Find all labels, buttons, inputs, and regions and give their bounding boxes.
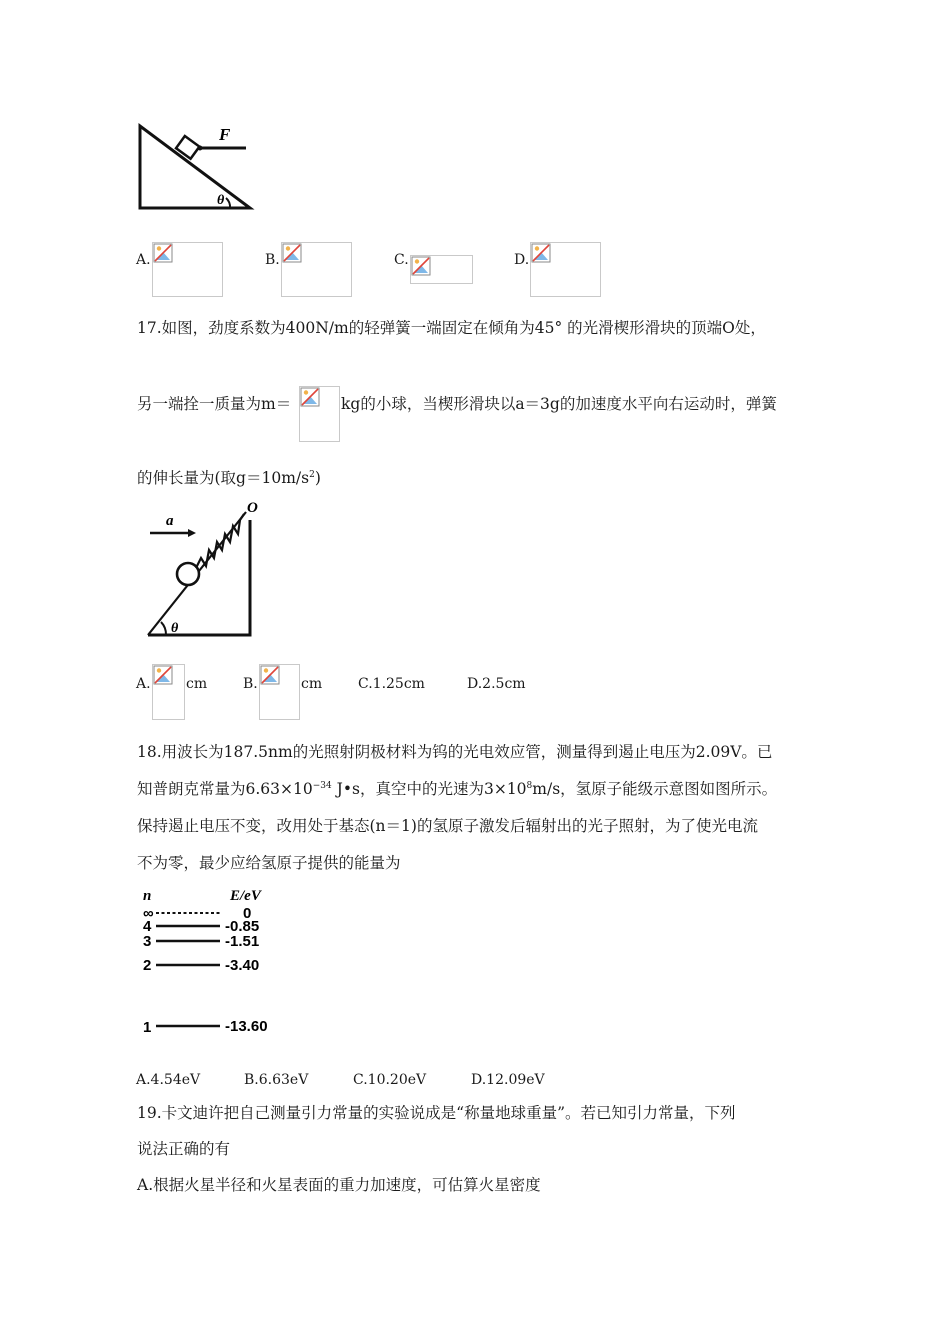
broken-image-icon: [260, 665, 280, 685]
q17-option-a-label: A.: [136, 676, 151, 692]
q18-option-d: D.12.09eV: [471, 1072, 545, 1088]
broken-image-icon: [411, 256, 431, 276]
q18-line-1: 18.用波长为187.5nm的光照射阴极材料为钨的光电效应管，测量得到遏止电压为2.09V。已: [137, 743, 773, 761]
level-1-n: 1: [143, 1019, 152, 1036]
q16-option-b-image: [281, 242, 352, 297]
q19-option-a: A.根据火星半径和火星表面的重力加速度，可估算火星密度: [137, 1176, 541, 1194]
q19-line-1: 19.卡文迪许把自己测量引力常量的实验说成是“称量地球重量”。若已知引力常量，下列: [137, 1104, 736, 1122]
q18-line-4: 不为零，最少应给氢原子提供的能量为: [137, 854, 401, 872]
level-3-e: -1.51: [225, 933, 260, 950]
q17-line-3: 的伸长量为(取$g=10m/s^2$): [137, 469, 321, 487]
q17-line-2-end: kg的小球，当楔形滑块以a＝3g的加速度水平向右运动时，弹簧: [341, 395, 777, 413]
q17-option-b-image: [259, 664, 300, 720]
q19-line-2: 说法正确的有: [137, 1140, 231, 1158]
broken-image-icon: [153, 243, 173, 263]
top-point-label: O: [247, 500, 258, 516]
q16-option-c-image: [410, 255, 473, 284]
level-2-e: -3.40: [225, 957, 260, 974]
incline-wedge: [140, 126, 250, 208]
broken-image-icon: [300, 387, 320, 407]
level-4-n: 4: [143, 918, 152, 935]
q17-option-c: C.1.25cm: [358, 676, 425, 692]
level-4-e: -0.85: [225, 918, 260, 935]
q17-option-a-unit: cm: [186, 676, 208, 692]
force-label: F: [219, 125, 231, 144]
q16-option-c-label: C.: [394, 252, 409, 268]
q17-mass-image: [299, 386, 340, 442]
q16-option-d-label: D.: [514, 252, 530, 268]
level-1-e: -13.60: [225, 1018, 268, 1035]
q17-option-a-image: [152, 664, 185, 720]
e-header: E/eV: [230, 888, 261, 904]
q16-option-d-image: [530, 242, 601, 297]
q17-option-b-label: B.: [243, 676, 258, 692]
accel-label: a: [166, 513, 174, 529]
broken-image-icon: [282, 243, 302, 263]
wedge-angle-label: θ: [171, 621, 179, 636]
q17-option-d: D.2.5cm: [467, 676, 526, 692]
n-header: n: [143, 888, 152, 904]
q16-option-a-image: [152, 242, 223, 297]
broken-image-icon: [153, 665, 173, 685]
q18-option-c: C.10.20eV: [353, 1072, 427, 1088]
incline-force-figure: [130, 118, 260, 216]
level-inf-e: 0: [243, 905, 252, 922]
spring-wedge-figure: [140, 498, 260, 643]
q17-option-b-unit: cm: [301, 676, 323, 692]
q18-option-a: A.4.54eV: [136, 1072, 201, 1088]
angle-label: θ: [217, 193, 225, 208]
q18-line-2: 知普朗克常量为$6.63\times 10^{-34}$ J•s，真空中的光速为$3\times 10^8m/s$，氢原子能级示意图如图所示。: [137, 780, 778, 798]
q16-option-a-label: A.: [136, 252, 151, 268]
energy-level-diagram: [140, 884, 300, 1040]
q18-option-b: B.6.63eV: [244, 1072, 309, 1088]
level-3-n: 3: [143, 933, 152, 950]
q18-line-3: 保持遏止电压不变，改用处于基态(n＝1)的氢原子激发后辐射出的光子照射，为了使光电流: [137, 817, 758, 835]
q16-option-b-label: B.: [265, 252, 280, 268]
level-2-n: 2: [143, 957, 152, 974]
q17-line-1: 17.如图，劲度系数为400N/m的轻弹簧一端固定在倾角为45° 的光滑楔形滑块的顶端O处，: [137, 319, 766, 337]
broken-image-icon: [531, 243, 551, 263]
level-inf-n: ∞: [143, 905, 154, 922]
q17-line-2-start: 另一端拴一质量为m＝: [137, 395, 292, 413]
